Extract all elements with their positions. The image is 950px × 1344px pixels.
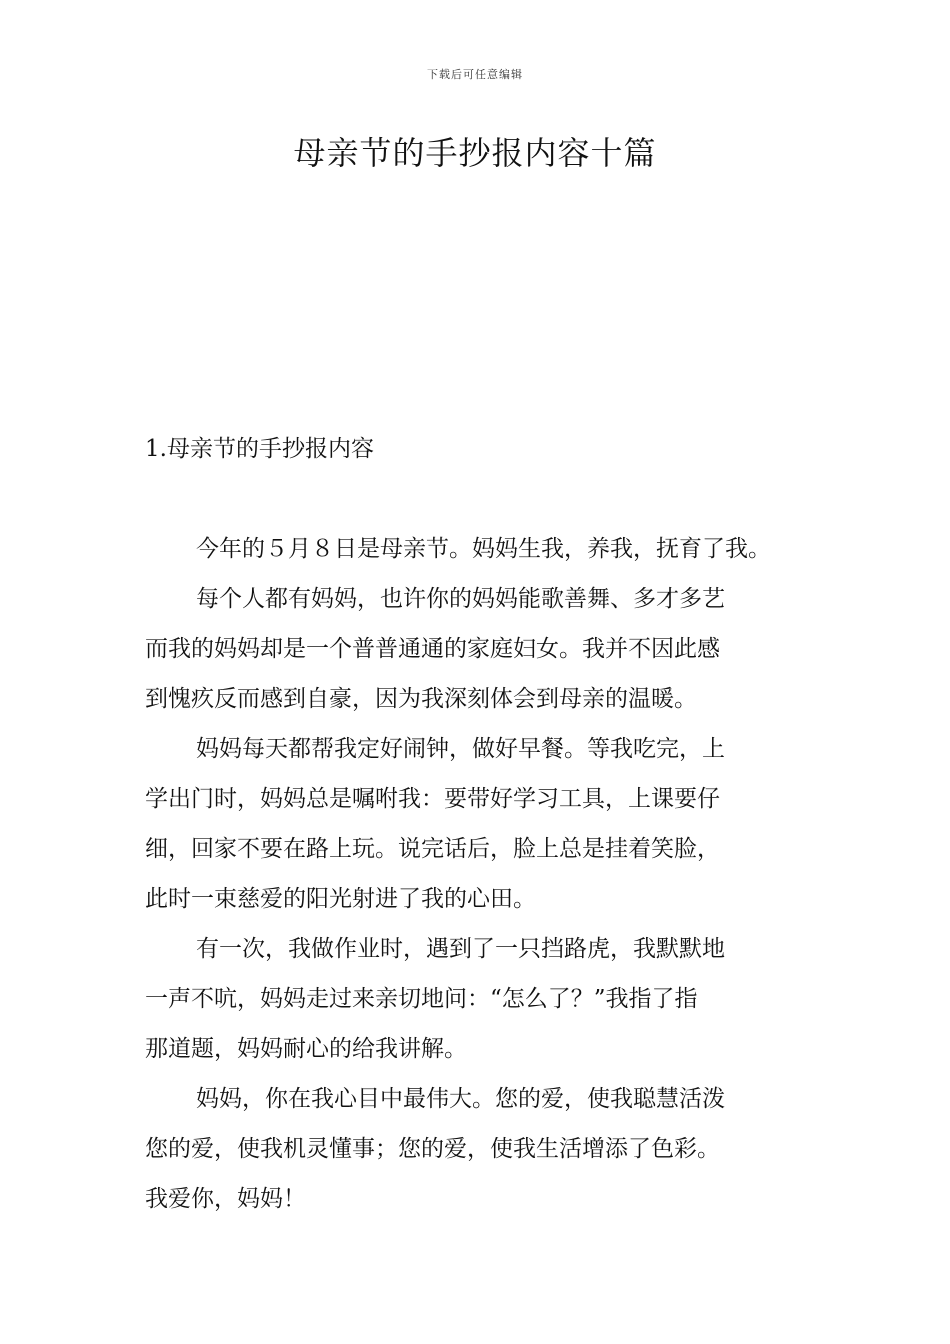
paragraph-line: 有一次，我做作业时，遇到了一只挡路虎，我默默地: [196, 936, 725, 962]
paragraph-line: 一声不吭，妈妈走过来亲切地问：“怎么了？”我指了指: [145, 986, 698, 1012]
page-header-note: 下载后可任意编辑: [427, 68, 523, 81]
paragraph-line: 妈妈每天都帮我定好闹钟，做好早餐。等我吃完，上: [196, 736, 725, 762]
paragraph-line: 您的爱，使我机灵懂事；您的爱，使我生活增添了色彩。: [145, 1136, 720, 1162]
paragraph-line: 此时一束慈爱的阳光射进了我的心田。: [145, 886, 536, 912]
paragraph-line: 那道题，妈妈耐心的给我讲解。: [145, 1036, 467, 1062]
paragraph-line: 到愧疚反而感到自豪，因为我深刻体会到母亲的温暖。: [145, 686, 697, 712]
section-heading: 1.母亲节的手抄报内容: [145, 436, 374, 462]
paragraph-line: 妈妈，你在我心目中最伟大。您的爱，使我聪慧活泼: [196, 1086, 725, 1112]
paragraph-line: 学出门时，妈妈总是嘱咐我：要带好学习工具，上课要仔: [145, 786, 720, 812]
paragraph-line: 细，回家不要在路上玩。说完话后，脸上总是挂着笑脸，: [145, 836, 720, 862]
paragraph-line: 我爱你，妈妈！: [145, 1186, 306, 1212]
paragraph-line: 每个人都有妈妈，也许你的妈妈能歌善舞、多才多艺: [196, 586, 725, 612]
paragraph-line: 今年的５月８日是母亲节。妈妈生我，养我，抚育了我。: [196, 536, 771, 562]
paragraph-line: 而我的妈妈却是一个普普通通的家庭妇女。我并不因此感: [145, 636, 720, 662]
body-text: [145, 524, 810, 1224]
document-title: 母亲节的手抄报内容十篇: [293, 134, 657, 172]
